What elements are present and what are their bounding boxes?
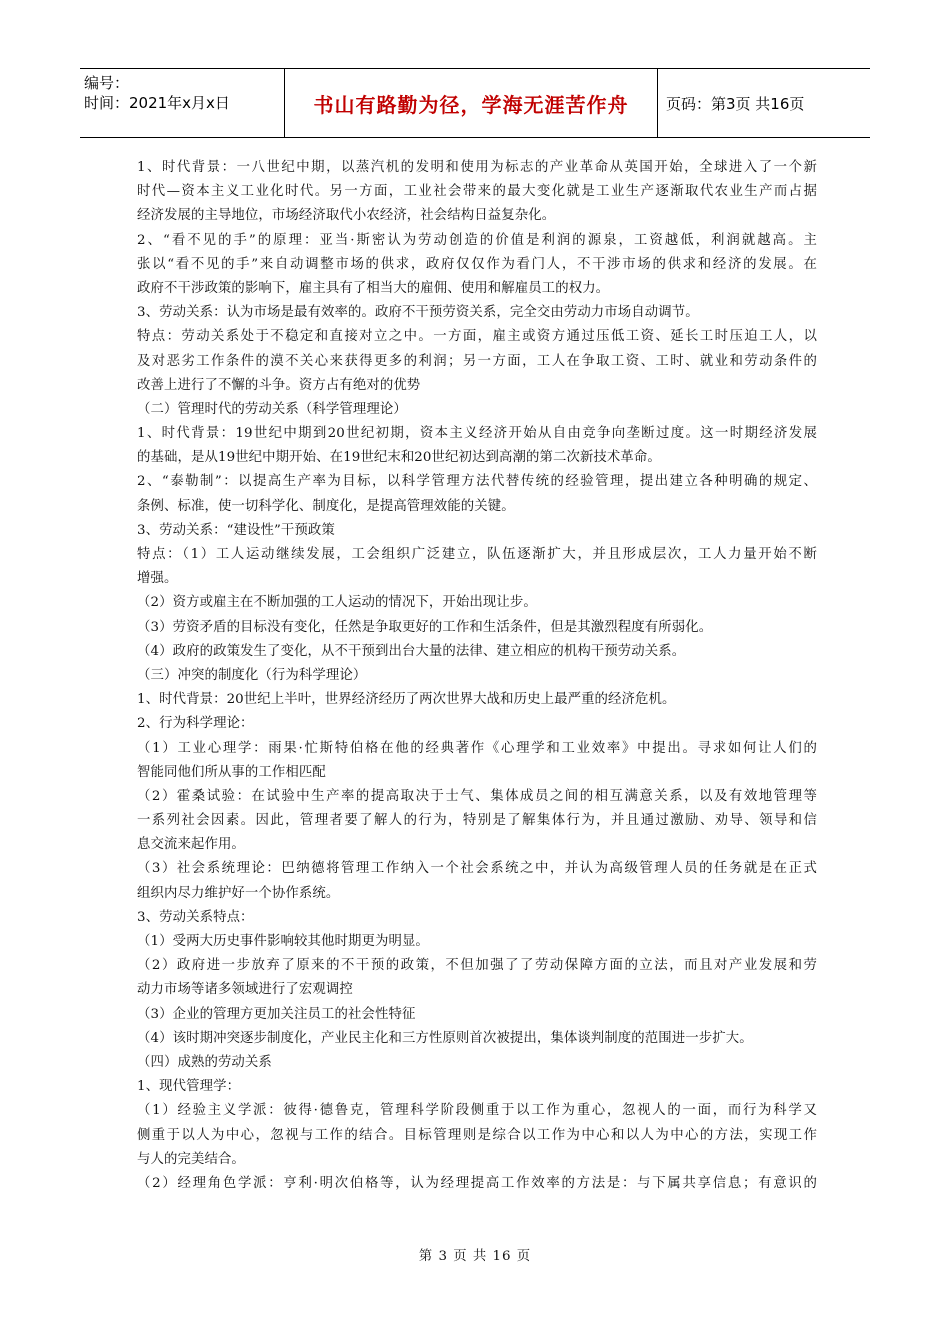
text-line: 3、劳动关系：认为市场是最有效率的。政府不干预劳资关系，完全交由劳动力市场自动调节。 [137, 305, 699, 321]
text-line: 的基础，是从19世纪中期开始、在19世纪末和20世纪初达到高潮的第二次新技术革命。 [137, 450, 661, 466]
text-line: 张以“看不见的手”来自动调整市场的供求，政府仅仅作为看门人，不干涉市场的供求和经济的发展。在 [137, 256, 817, 272]
text-line: 侧重于以人为中心，忽视与工作的结合。目标管理则是综合以工作为中心和以人为中心的方法，实现工作 [137, 1127, 817, 1143]
text-line: 与人的完美结合。 [137, 1151, 245, 1167]
text-line: 增强。 [137, 571, 178, 587]
header-meta [80, 69, 284, 137]
text-line: （2）霍桑试验：在试验中生产率的提高取决于士气、集体成员之间的相互满意关系，以及有效地管理等 [137, 788, 817, 804]
text-line: （4）政府的政策发生了变化，从不干预到出台大量的法律、建立相应的机构干预劳动关系。 [137, 643, 686, 659]
document-body [137, 156, 817, 1196]
text-line: 智能同他们所从事的工作相匹配 [137, 764, 326, 780]
serial-label: 编号： [84, 74, 130, 92]
text-line: 经济发展的主导地位，市场经济取代小农经济，社会结构日益复杂化。 [137, 208, 556, 224]
text-line: 1、现代管理学： [137, 1079, 241, 1095]
text-line: （1）受两大历史事件影响较其他时期更为明显。 [137, 934, 429, 949]
text-line: 时代—资本主义工业化时代。另一方面，工业社会带来的最大变化就是工业生产逐渐取代农业生产而占据 [137, 184, 817, 200]
text-line: 1、时代背景：19世纪中期到20世纪初期，资本主义经济开始从自由竞争向垄断过度。这一时期经济发展 [137, 426, 817, 442]
text-line: 政府不干涉政策的影响下，雇主具有了相当大的雇佣、使用和解雇员工的权力。 [137, 280, 610, 296]
text-line: （1）工业心理学：雨果·忙斯特伯格在他的经典著作《心理学和工业效率》中提出。寻求如何让人们的 [137, 740, 817, 756]
header-page-number: 页码：第3页 共16页 [666, 94, 805, 113]
text-line: （2）经理角色学派：亨利·明次伯格等，认为经理提高工作效率的方法是：与下属共享信息；有意识的 [137, 1175, 817, 1191]
text-line: 1、时代背景：一八世纪中期，以蒸汽机的发明和使用为标志的产业革命从英国开始，全球进入了一个新 [137, 160, 817, 175]
page-header [80, 68, 870, 138]
text-line: 组织内尽力维护好一个协作系统。 [137, 885, 340, 901]
text-line: 特点：劳动关系处于不稳定和直接对立之中。一方面，雇主或资方通过压低工资、延长工时压迫工人，以 [137, 329, 817, 345]
text-line: 动力市场等诸多领域进行了宏观调控 [137, 982, 353, 998]
text-line: 息交流来起作用。 [137, 837, 245, 853]
text-line: （3）社会系统理论：巴纳德将管理工作纳入一个社会系统之中，并认为高级管理人员的任务就是在正式 [137, 861, 817, 877]
text-line: （二）管理时代的劳动关系（科学管理理论） [137, 401, 407, 417]
text-line: 1、时代背景：20世纪上半叶，世界经济经历了两次世界大战和历史上最严重的经济危机。 [137, 692, 676, 708]
text-line: 一系列社会因素。因此，管理者要了解人的行为，特别是了解集体行为，并且通过激励、劝导、领导和信 [137, 813, 817, 829]
date-label: 时间：2021年x月x日 [84, 94, 230, 112]
text-line: （2）资方或雇主在不断加强的工人运动的情况下，开始出现让步。 [137, 595, 537, 611]
text-line: 条例、标准，使一切科学化、制度化，是提高管理效能的关键。 [137, 498, 515, 514]
header-motto: 书山有路勤为径，学海无涯苦作舟 [284, 69, 658, 137]
text-line: 2、行为科学理论： [137, 716, 254, 732]
text-line: 特点：（1）工人运动继续发展，工会组织广泛建立，队伍逐渐扩大，并且形成层次，工人力量开始不断 [137, 547, 817, 562]
text-line: 3、劳动关系：“建设性”干预政策 [137, 522, 335, 538]
page-footer: 第 3 页 共 16 页 [418, 1249, 532, 1264]
text-line: 2、“泰勒制”：以提高生产率为目标，以科学管理方法代替传统的经验管理，提出建立各种明确的规定、 [137, 474, 817, 490]
text-line: （三）冲突的制度化（行为科学理论） [137, 667, 367, 683]
text-line: （4）该时期冲突逐步制度化，产业民主化和三方性原则首次被提出，集体谈判制度的范围进一步扩大。 [137, 1030, 753, 1046]
text-line: 及对恶劣工作条件的漠不关心来获得更多的利润；另一方面，工人在争取工资、工时、就业和劳动条件的 [137, 353, 817, 369]
text-line: （3）企业的管理方更加关注员工的社会性特征 [137, 1006, 416, 1022]
text-line: （四）成熟的劳动关系 [137, 1054, 272, 1070]
text-line: 2、“看不见的手”的原理：亚当·斯密认为劳动创造的价值是利润的源泉，工资越低，利润就越高。主 [137, 232, 817, 248]
text-line: 改善上进行了不懈的斗争。资方占有绝对的优势 [137, 377, 421, 393]
text-line: （3）劳资矛盾的目标没有变化，任然是争取更好的工作和生活条件，但是其激烈程度有所弱化。 [137, 619, 713, 635]
text-line: （2）政府进一步放弃了原来的不干预的政策，不但加强了了劳动保障方面的立法，而且对产业发展和劳 [137, 958, 817, 974]
text-line: 3、劳动关系特点： [137, 909, 254, 925]
text-line: （1）经验主义学派：彼得·德鲁克，管理科学阶段侧重于以工作为重心，忽视人的一面，而行为科学又 [137, 1103, 817, 1119]
